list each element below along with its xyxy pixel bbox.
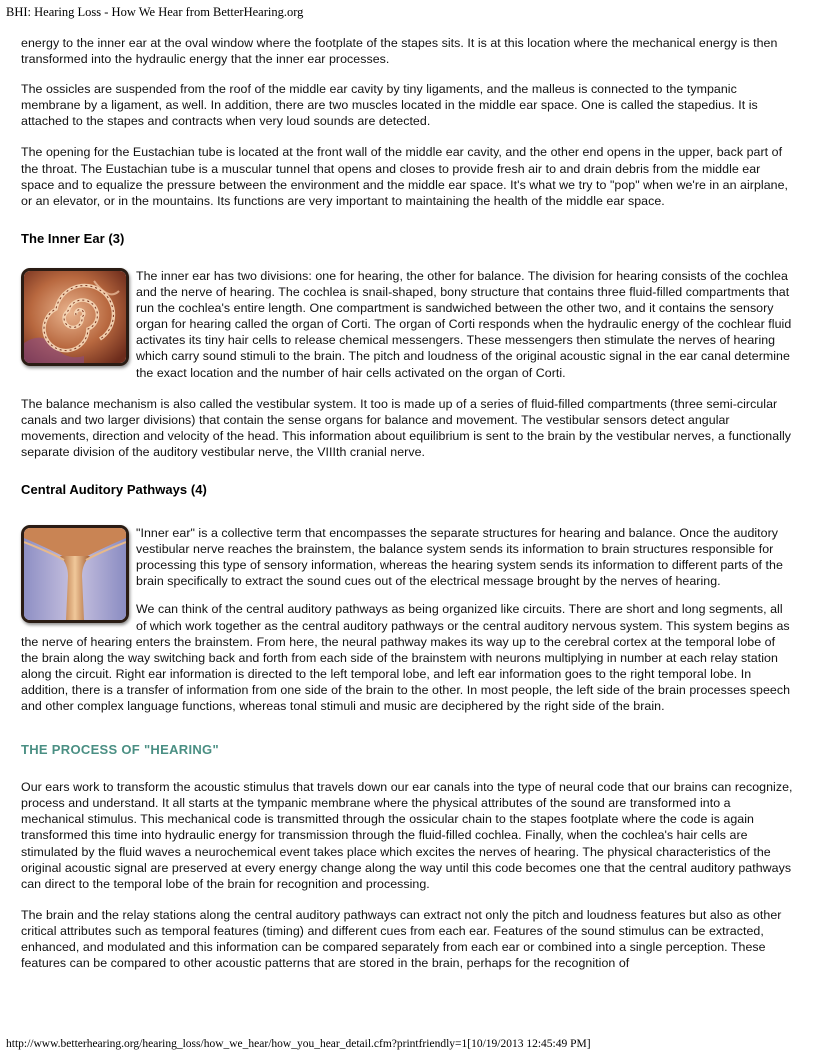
paragraph-central-circuits: We can think of the central auditory pathways as being organized like circuits. There are short and long segments, all of which work together as the central auditory pathways or the central auditory nervous system. This system begins as the nerve of hearing enters the brainstem. From here, the neural pathway makes its way up to the cerebral cortex at the temporal lobe of the brain along the way switching back and forth from each side of the brainstem with neurons multiplying in number at each relay station along the circuit. Right ear information is directed to the left temporal lobe, and left ear information goes to the right temporal lobe. In addition, there is a transfer of information from one side of the brain to the other. In most people, the left side of the brain processes speech and other complex language functions, whereas tonal stimuli and music are deciphered by the right side of the brain. <box>21 602 791 713</box>
auditory-pathway-illustration <box>21 525 129 623</box>
heading-central-auditory-pathways: Central Auditory Pathways (4) <box>21 481 207 497</box>
paragraph-oval-window: energy to the inner ear at the oval window where the footplate of the stapes sits. It is at this location where the mechanical energy is then transformed into the hydraulic energy that the inner ear processes. <box>21 36 778 67</box>
paragraph-inner-ear: The inner ear has two divisions: one for hearing, the other for balance. The division for hearing consists of the cochlea and the nerve of hearing. The cochlea is snail-shaped, bony structure that contains three fluid-filled compartments that run the cochlea's entire length. One compartment is sandwiched between the other two, and it contains the sensory organ for hearing called the organ of Corti. The organ of Corti responds when the hydraulic energy of the cochlear fluid activates its tiny hair cells to release chemical messengers. These messengers then stimulate the nerves of hearing which carry sound stimuli to the brain. The pitch and loudness of the original acoustic signal in the ear canal determine the exact location and the number of hair cells activated on the organ of Corti. <box>136 268 792 380</box>
paragraph-process-brain: The brain and the relay stations along the central auditory pathways can extract not only the pitch and loudness features but also as other critical attributes such as temporal features (timing) and different cues from each ear. Features of the sound stimulus can be extracted, enhanced, and modulated and this information can be compared separately from each ear or combined into a single perception. These features can be compared to other acoustic patterns that are stored in the brain, perhaps for the recognition of <box>21 907 782 971</box>
print-header-title: BHI: Hearing Loss - How We Hear from BetterHearing.org <box>6 5 304 19</box>
paragraph-central-inner-ear: "Inner ear" is a collective term that encompasses the separate structures for hearing and balance. Once the auditory vestibular nerve reaches the brainstem, the balance system sends its information to brain structures responsible for processing this type of sensory information, whereas the hearing system sends its information to different parts of the brain specifically to extract the sound cues out of the electrical message brought by the nerves of hearing. <box>136 526 783 589</box>
heading-inner-ear: The Inner Ear (3) <box>21 230 125 246</box>
print-footer-url: http://www.betterhearing.org/hearing_loss/how_we_hear/how_you_hear_detail.cfm?printfriendly=1[10/19/2013 12:45:49 PM] <box>6 1038 591 1050</box>
paragraph-eustachian-tube: The opening for the Eustachian tube is located at the front wall of the middle ear cavity, and the other end opens in the upper, back part of the throat. The Eustachian tube is a muscular tunnel that opens and closes to provide fresh air to and drain debris from the middle ear space and to equalize the pressure between the environment and the middle ear space. It's what we try to "pop" when we're in an airplane, or an elevator, or in the mountains. Its functions are very important to maintaining the health of the middle ear space. <box>21 145 789 208</box>
paragraph-ossicles: The ossicles are suspended from the roof of the middle ear cavity by tiny ligaments, and the malleus is connected to the tympanic membrane by a ligament, as well. In addition, there are two muscles located in the middle ear space. One is called the stapedius. It is attached to the stapes and contracts when very loud sounds are detected. <box>21 82 758 129</box>
heading-process-of-hearing: THE PROCESS OF "HEARING" <box>21 742 219 758</box>
paragraph-process-transform: Our ears work to transform the acoustic stimulus that travels down our ear canals into the type of neural code that our brains can recognize, process and understand. It all starts at the tympanic membrane where the physical attributes of the sound are transformed into a mechanical stimulus. This mechanical code is transmitted through the ossicular chain to the stapes footplate where the code is again transformed this time into hydraulic energy for transmission through the fluid-filled cochlea. Finally, when the cochlea's hair cells are stimulated by the fluid waves a neurochemical event takes place which excites the nerves of hearing. The physical characteristics of the original acoustic signal are preserved at every energy change along the way until this code becomes one that the central auditory pathways can direct to the temporal lobe of the brain for recognition and processing. <box>21 780 793 891</box>
article-content <box>21 35 795 986</box>
paragraph-balance: The balance mechanism is also called the vestibular system. It too is made up of a series of fluid-filled compartments (three semi-circular canals and two larger divisions) that contain the sense organs for balance and movement. The vestibular sensors detect angular movements, direction and velocity of the head. This information about equilibrium is sent to the brain by the vestibular nerves, a functionally separate division of the auditory vestibular nerve, the VIIIth cranial nerve. <box>21 396 792 459</box>
cochlea-illustration <box>21 268 129 366</box>
